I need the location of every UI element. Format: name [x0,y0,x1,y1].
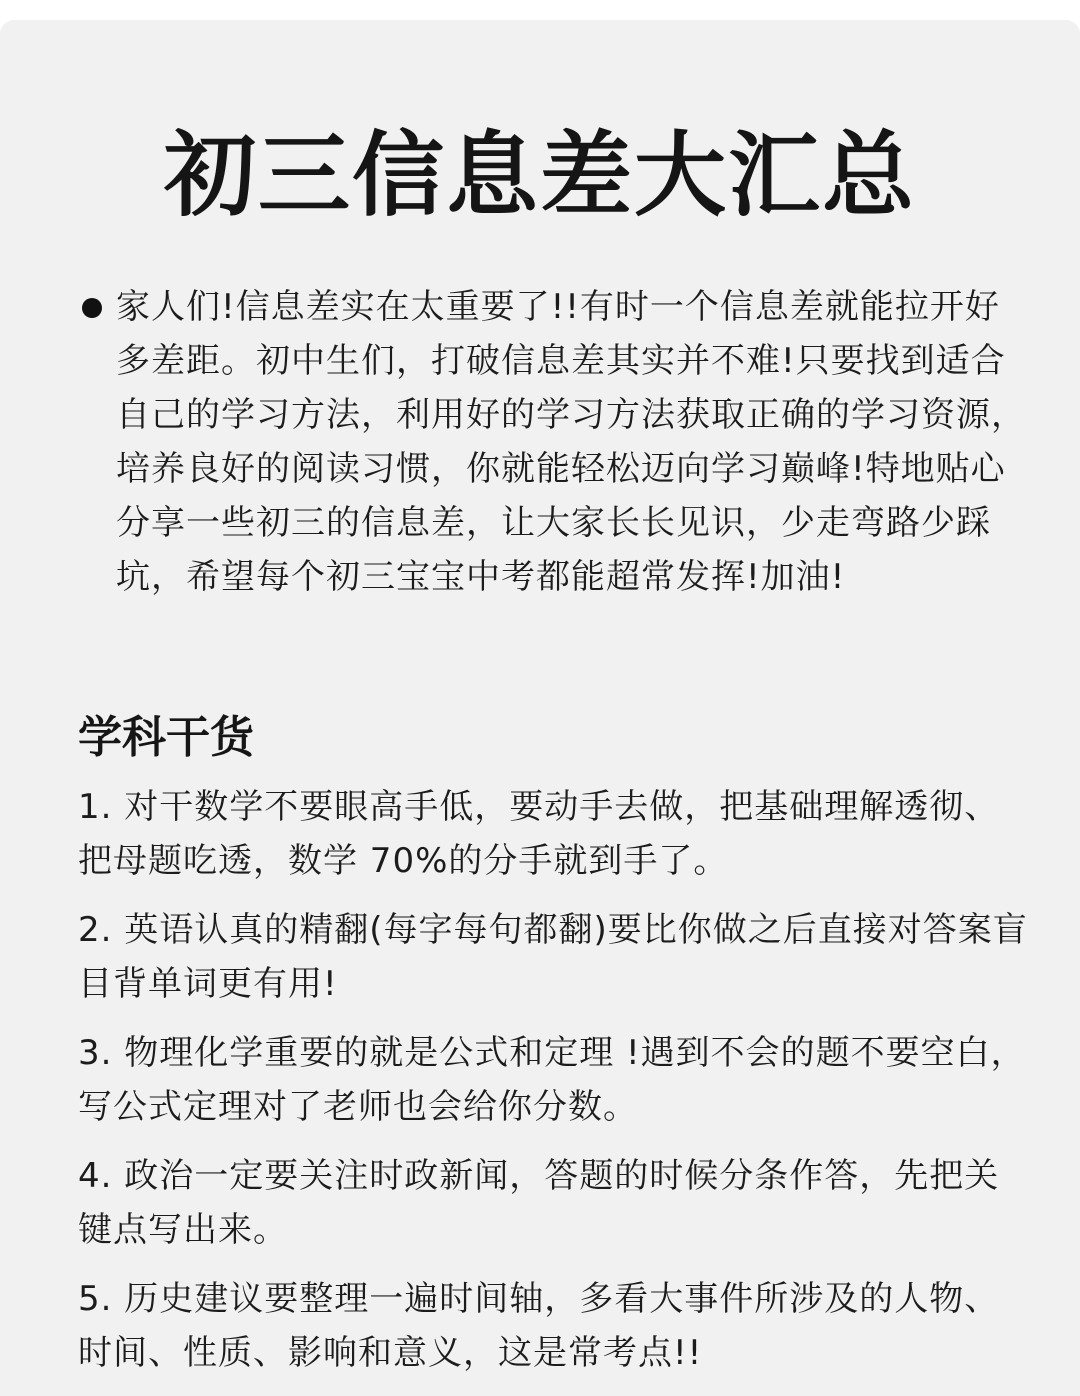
section-heading-text: 学科干货 [78,712,254,763]
tip-item-english: 2. 英语认真的精翻(每字每句都翻)要比你做之后直接对答案盲目背单词更有用! [78,910,1028,1004]
post-card [0,20,1080,1396]
tip-item-math: 1. 对干数学不要眼高手低，要动手去做，把基础理解透彻、把母题吃透，数学 70%的分手就到手了。 [78,787,1000,881]
tip-item-physics-chemistry: 3. 物理化学重要的就是公式和定理 !遇到不会的题不要空白，写公式定理对了老师也会给你分数。 [78,1033,1026,1127]
tips-list [78,780,1028,1395]
tip-item-history: 5. 历史建议要整理一遍时间轴，多看大事件所涉及的人物、时间、性质、影响和意义，这是常考点!! [78,1279,1000,1373]
bullet-dot-icon [82,298,102,318]
section-heading [78,710,254,766]
intro-text: 家人们!信息差实在太重要了!!有时一个信息差就能拉开好多差距。初中生们，打破信息差其实并不难!只要找到适合自己的学习方法，利用好的学习方法获取正确的学习资源，培养良好的阅读习惯，你就能轻松迈向学习巅峰!特地贴心分享一些初三的信息差，让大家长长见识，少走弯路少踩坑，希望每个初三宝宝中考都能超常发挥!加油! [116,287,1026,597]
intro-paragraph [78,280,1028,604]
page-title: 初三信息差大汇总 [163,122,916,229]
tip-item-politics: 4. 政治一定要关注时政新闻，答题的时候分条作答，先把关键点写出来。 [78,1156,1000,1250]
